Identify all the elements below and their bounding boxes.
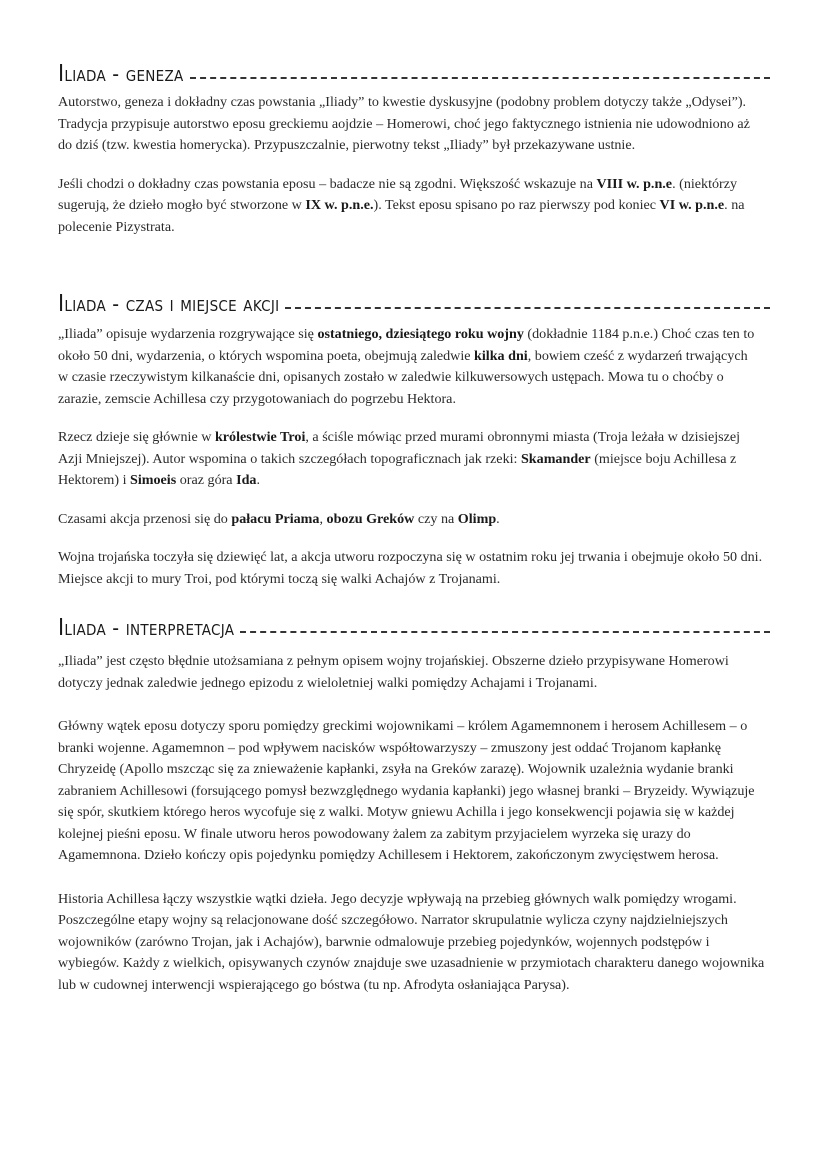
text-run: Jeśli chodzi o dokładny czas powstania eposu – badacze nie są zgodni. Większość wskazuje na <box>58 175 597 192</box>
section-czas-i-miejsce-akcji <box>58 288 770 590</box>
text-run: . <box>496 510 500 527</box>
bold-text: pałacu Priama <box>231 510 320 527</box>
bold-text: kilka dni <box>474 347 528 364</box>
section-heading <box>58 58 770 88</box>
bold-text: Olimp <box>457 510 497 527</box>
text-run: . na polecenie Pizystrata. <box>58 197 745 235</box>
bold-text: VIII w. p.n.e <box>596 175 673 192</box>
text-run: , bowiem cześć z wydarzeń trwających w czasie rzeczywistym kilkanaście dni, opisanych zostało w zaledwie kilkuwersowych ustępach. Mowa tu o choćby o zarazie, zemscie Achillesa czy przygotowaniach do pogrzebu Hektora. <box>58 347 748 407</box>
section-title: Iliada - interpretacja <box>58 615 235 641</box>
text-run: , a ściśle mówiąc przed murami obronnymi miasta (Troja leżała w dzisiejszej Azji Mniejszej). Autor wspomina o takich szczegółach topograficznach jak rzeki: <box>58 429 741 467</box>
paragraph <box>58 651 758 694</box>
text-run: „Iliada” opisuje wydarzenia rozgrywające się <box>58 326 318 342</box>
text-run: Główny wątek eposu dotyczy sporu pomiędzy greckimi wojownikami – królem Agamemnonem i herosem Achillesem – o branki wojenne. Agamemnon – pod wpływem nacisków współtowarzyszy – zmuszony jest oddać Trojanom kapłankę Chryzeidę (Apollo mszcząc się za znieważenie kapłanki, zsyła na Greków zarazę). Wojownik uzależnia wydanie branki zabraniem Achillesowi (forsującego pomysł bezwzględnego wydania kapłanki) jego własnej branki – Bryzeidy. Wywiązuje się spór, skutkiem którego heros wycofuje się z walki. Motyw gniewu Achilla i jego konsekwencji pojawia się w każdej kolejnej pieśni eposu. W finale utworu heros powodowany żalem za zabitym przyjacielem wyrzeka się urazy do Agamemnona. Dzieło kończy opis pojedynku pomiędzy Achillesem i Hektorem, zakończonym zwycięstwem herosa. <box>58 718 755 863</box>
text-run: (miejsce boju Achillesa z Hektorem) i <box>58 450 737 488</box>
paragraph <box>58 509 758 531</box>
bold-text: Ida <box>236 472 257 488</box>
section-geneza <box>58 58 770 238</box>
text-run: Wojna trojańska toczyła się dziewięć lat, a akcja utworu rozpoczyna się w ostatnim roku jej trwania i obejmuje około 50 dni. Miejsce akcji to mury Troi, pod którymi toczą się walki Achajów z Trojanami. <box>58 549 763 587</box>
text-run: Autorstwo, geneza i dokładny czas powstania „Iliady” to kwestie dyskusyjne (podobny problem dotyczy także „Odysei”). Tradycja przypisuje autorstwo eposu greckiemu aojdzie – Homerowi, choć jego faktycznego istnienia nie udowodniono aż do dziś (tzw. kwestia homerycka). Przypuszczalnie, pierwotny tekst „Iliady” był przekazywane ustnie. <box>58 94 750 153</box>
paragraph <box>58 324 758 410</box>
paragraph <box>58 427 758 492</box>
text-run: . <box>256 472 260 488</box>
text-run: czy na <box>414 510 458 527</box>
text-run: oraz góra <box>176 472 237 488</box>
text-run: . (niektórzy sugerują, że dzieło mogło być stworzone w <box>58 175 738 213</box>
section-title: Iliada - geneza <box>58 61 184 87</box>
paragraph <box>58 92 766 157</box>
text-run: „Iliada” jest często błędnie utożsamiana z pełnym opisem wojny trojańskiej. Obszerne dzieło przypisywane Homerowi dotyczy jednak zaledwie jednego epizodu z wieloletniej walki pomiędzy Achajami i Trojanami. <box>58 653 729 691</box>
bold-text: obozu Greków <box>326 510 415 527</box>
bold-text: Simoeis <box>130 472 177 488</box>
section-interpretacja <box>58 612 770 996</box>
bold-text: ostatniego, dziesiątego roku wojny <box>317 326 524 342</box>
paragraph <box>58 547 763 590</box>
bold-text: Skamander <box>520 450 591 467</box>
section-title: Iliada - czas i miejsce akcji <box>58 291 280 317</box>
bold-text: VI w. p.n.e <box>659 197 725 213</box>
paragraph <box>58 716 768 867</box>
text-run: ). Tekst eposu spisano po raz pierwszy pod koniec <box>373 197 660 213</box>
section-heading <box>58 612 770 642</box>
text-run: (dokładnie 1184 p.n.e.) Choć czas ten to około 50 dni, wydarzenia, o których wspomina poeta, obejmują zaledwie <box>58 326 755 364</box>
paragraph <box>58 889 770 997</box>
paragraph <box>58 174 748 239</box>
heading-dashed-rule <box>285 307 770 309</box>
heading-dashed-rule <box>240 631 770 633</box>
bold-text: IX w. p.n.e. <box>305 197 374 213</box>
heading-dashed-rule <box>190 77 770 79</box>
text-run: , <box>319 510 327 527</box>
text-run: Czasami akcja przenosi się do <box>58 510 232 527</box>
section-heading <box>58 288 770 318</box>
text-run: Historia Achillesa łączy wszystkie wątki dzieła. Jego decyzje wpływają na przebieg głównych walk pomiędzy wrogami. Poszczególne etapy wojny są relacjonowane dość szczegółowo. Narrator skrupulatnie wylicza czyny najdzielniejszych wojowników (zarówno Trojan, jak i Achajów), barwnie odmalowuje przebieg pojedynków, wojennych podstępów i wybiegów. Każdy z wielkich, opisywanych czynów znajduje swe uzasadnienie w przymiotach charakteru danego wojownika lub w cudownej interwencji wspierającego go bóstwa (tu np. Afrodyta osłaniająca Parysa). <box>58 890 765 993</box>
text-run: Rzecz dzieje się głównie w <box>58 429 215 445</box>
bold-text: królestwie Troi <box>214 429 306 445</box>
